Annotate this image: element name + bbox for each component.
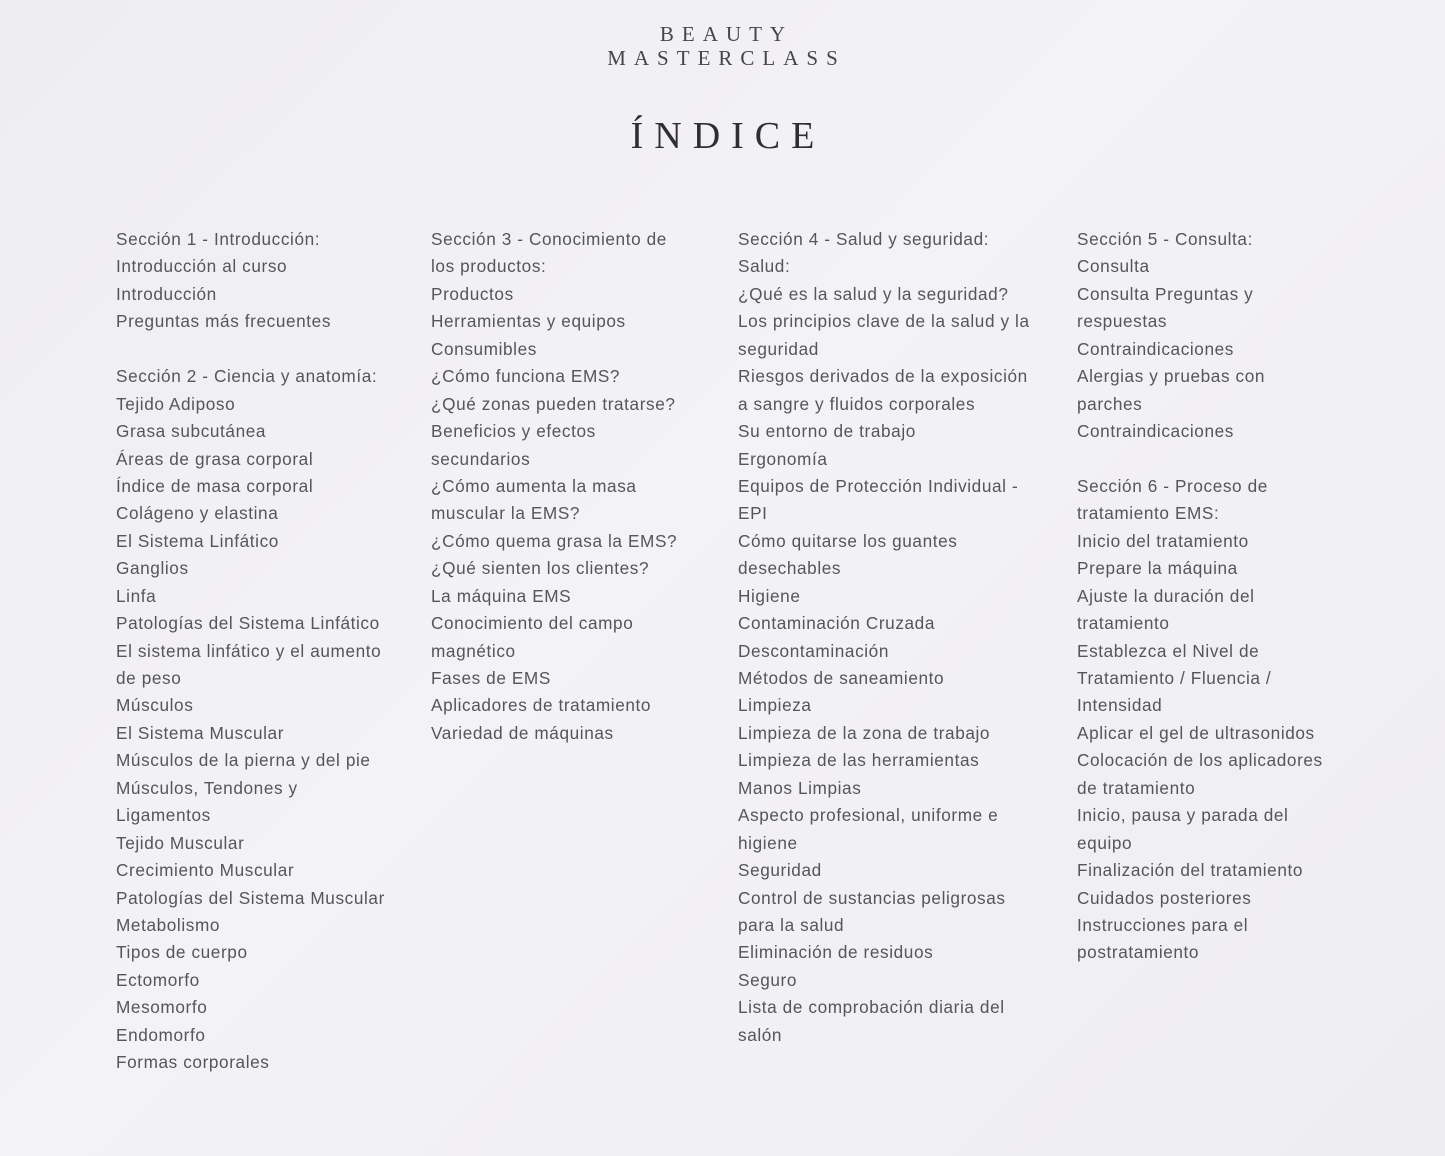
index-entry: Aspecto profesional, uniforme e	[738, 805, 999, 826]
index-entry: Descontaminación	[738, 640, 889, 661]
index-entry: Riesgos derivados de la exposición	[738, 366, 1028, 387]
index-column-1	[116, 226, 416, 1077]
index-entry: Variedad de máquinas	[431, 722, 614, 743]
index-entry: Establezca el Nivel de	[1077, 640, 1260, 661]
section-heading: Sección 2 - Ciencia y anatomía:	[116, 366, 378, 387]
page-title	[0, 112, 1445, 160]
index-entry: Grasa subcutánea	[116, 421, 267, 442]
index-column-4	[1077, 226, 1377, 967]
index-entry: Conocimiento del campo	[431, 613, 634, 634]
index-entry: Colágeno y elastina	[116, 503, 279, 524]
index-entry: Beneficios y efectos	[431, 421, 596, 442]
index-entry: tratamiento EMS:	[1077, 503, 1220, 524]
index-entry: Patologías del Sistema Muscular	[116, 887, 385, 908]
section-heading: Sección 6 - Proceso de	[1077, 475, 1268, 496]
index-entry: Inicio, pausa y parada del	[1077, 805, 1289, 826]
index-entry: seguridad	[738, 338, 819, 359]
index-column-2	[431, 226, 721, 747]
index-entry: Aplicadores de tratamiento	[431, 695, 652, 716]
brand-line-1: BEAUTY	[659, 22, 794, 46]
index-entry: Consumibles	[431, 338, 537, 359]
index-entry: Formas corporales	[116, 1052, 270, 1073]
index-entry: higiene	[738, 832, 798, 853]
section-heading: Sección 5 - Consulta:	[1077, 229, 1253, 249]
index-entry: La máquina EMS	[431, 585, 572, 606]
index-entry: Índice de masa corporal	[116, 475, 314, 496]
index-entry: Cuidados posteriores	[1077, 887, 1252, 908]
index-entry: salón	[738, 1024, 783, 1045]
index-entry: Mesomorfo	[116, 997, 208, 1018]
index-entry: Tejido Muscular	[116, 832, 245, 853]
index-entry: Alergias y pruebas con	[1077, 366, 1266, 387]
index-entry: Contraindicaciones	[1077, 338, 1234, 359]
index-entry: Limpieza de las herramientas	[738, 750, 980, 771]
index-entry: respuestas	[1077, 311, 1168, 332]
index-entry: desechables	[738, 558, 842, 579]
index-entry: Su entorno de trabajo	[738, 421, 916, 442]
index-entry: Tratamiento / Fluencia /	[1077, 668, 1272, 688]
index-entry: Los principios clave de la salud y la	[738, 311, 1030, 332]
index-entry: parches	[1077, 393, 1143, 414]
index-entry: para la salud	[738, 914, 845, 935]
index-entry: Lista de comprobación diaria del	[738, 997, 1005, 1018]
index-entry: EPI	[738, 503, 768, 524]
index-entry: ¿Qué sienten los clientes?	[431, 558, 650, 579]
index-entry: Manos Limpias	[738, 777, 862, 798]
index-entry: Eliminación de residuos	[738, 942, 934, 963]
index-entry: los productos:	[431, 256, 547, 277]
brand-logo	[0, 22, 1445, 70]
section-spacer	[1077, 446, 1377, 473]
index-entry: Patologías del Sistema Linfático	[116, 613, 380, 634]
brand-line-2: MASTERCLASS	[607, 46, 846, 70]
index-entry: Métodos de saneamiento	[738, 668, 945, 688]
index-entry: postratamiento	[1077, 942, 1200, 963]
index-entry: Intensidad	[1077, 695, 1163, 716]
index-entry: Endomorfo	[116, 1024, 206, 1045]
index-entry: Seguridad	[738, 860, 822, 881]
index-entry: Salud:	[738, 256, 791, 277]
index-entry: El sistema linfático y el aumento	[116, 640, 382, 661]
index-entry: Aplicar el gel de ultrasonidos	[1077, 722, 1315, 743]
index-entry: El Sistema Linfático	[116, 530, 279, 551]
index-entry: equipo	[1077, 832, 1133, 853]
index-entry: Ligamentos	[116, 805, 211, 826]
section-spacer	[116, 336, 416, 363]
index-entry: Seguro	[738, 969, 798, 990]
index-entry: Músculos, Tendones y	[116, 777, 298, 798]
index-entry: Instrucciones para el	[1077, 914, 1249, 935]
index-entry: Fases de EMS	[431, 668, 551, 688]
index-entry: Inicio del tratamiento	[1077, 530, 1249, 551]
index-entry: Prepare la máquina	[1077, 558, 1238, 579]
index-entry: Higiene	[738, 585, 801, 606]
section-heading: Sección 4 - Salud y seguridad:	[738, 229, 990, 249]
index-entry: Cómo quitarse los guantes	[738, 530, 958, 551]
index-entry: secundarios	[431, 448, 531, 469]
page-title-text: ÍNDICE	[630, 115, 826, 157]
index-entry: Crecimiento Muscular	[116, 860, 295, 881]
index-entry: Ectomorfo	[116, 969, 200, 990]
index-entry: Metabolismo	[116, 914, 221, 935]
index-entry: magnético	[431, 640, 516, 661]
section-heading: Sección 3 - Conocimiento de	[431, 229, 667, 249]
index-entry: Contaminación Cruzada	[738, 613, 935, 634]
index-entry: Productos	[431, 283, 514, 304]
index-entry: Limpieza de la zona de trabajo	[738, 722, 991, 743]
index-entry: Herramientas y equipos	[431, 311, 626, 332]
index-entry: ¿Qué es la salud y la seguridad?	[738, 283, 1009, 304]
index-entry: Músculos de la pierna y del pie	[116, 750, 371, 771]
index-entry: Tejido Adiposo	[116, 393, 236, 414]
index-entry: ¿Cómo aumenta la masa	[431, 475, 637, 496]
index-entry: muscular la EMS?	[431, 503, 581, 524]
index-entry: Preguntas más frecuentes	[116, 311, 332, 332]
index-entry: Ganglios	[116, 558, 189, 579]
index-entry: Colocación de los aplicadores	[1077, 750, 1323, 771]
index-entry: Introducción al curso	[116, 256, 288, 277]
index-column-3	[738, 226, 1058, 1049]
index-entry: tratamiento	[1077, 613, 1170, 634]
index-entry: a sangre y fluidos corporales	[738, 393, 976, 414]
index-entry: Consulta	[1077, 256, 1150, 277]
index-entry: Tipos de cuerpo	[116, 942, 248, 963]
index-entry: Control de sustancias peligrosas	[738, 887, 1006, 908]
index-entry: Contraindicaciones	[1077, 421, 1234, 442]
index-entry: Músculos	[116, 695, 194, 716]
index-entry: Consulta Preguntas y	[1077, 283, 1254, 304]
index-entry: de peso	[116, 668, 182, 688]
index-entry: Ergonomía	[738, 448, 828, 469]
index-entry: ¿Cómo funciona EMS?	[431, 366, 621, 387]
index-entry: Introducción	[116, 283, 217, 304]
index-entry: de tratamiento	[1077, 777, 1196, 798]
index-entry: ¿Qué zonas pueden tratarse?	[431, 393, 676, 414]
index-entry: El Sistema Muscular	[116, 722, 285, 743]
index-entry: Equipos de Protección Individual -	[738, 475, 1019, 496]
index-entry: ¿Cómo quema grasa la EMS?	[431, 530, 678, 551]
index-entry: Linfa	[116, 585, 157, 606]
index-entry: Limpieza	[738, 695, 812, 716]
section-heading: Sección 1 - Introducción:	[116, 229, 321, 249]
index-entry: Ajuste la duración del	[1077, 585, 1255, 606]
index-entry: Finalización del tratamiento	[1077, 860, 1304, 881]
index-entry: Áreas de grasa corporal	[116, 448, 314, 469]
